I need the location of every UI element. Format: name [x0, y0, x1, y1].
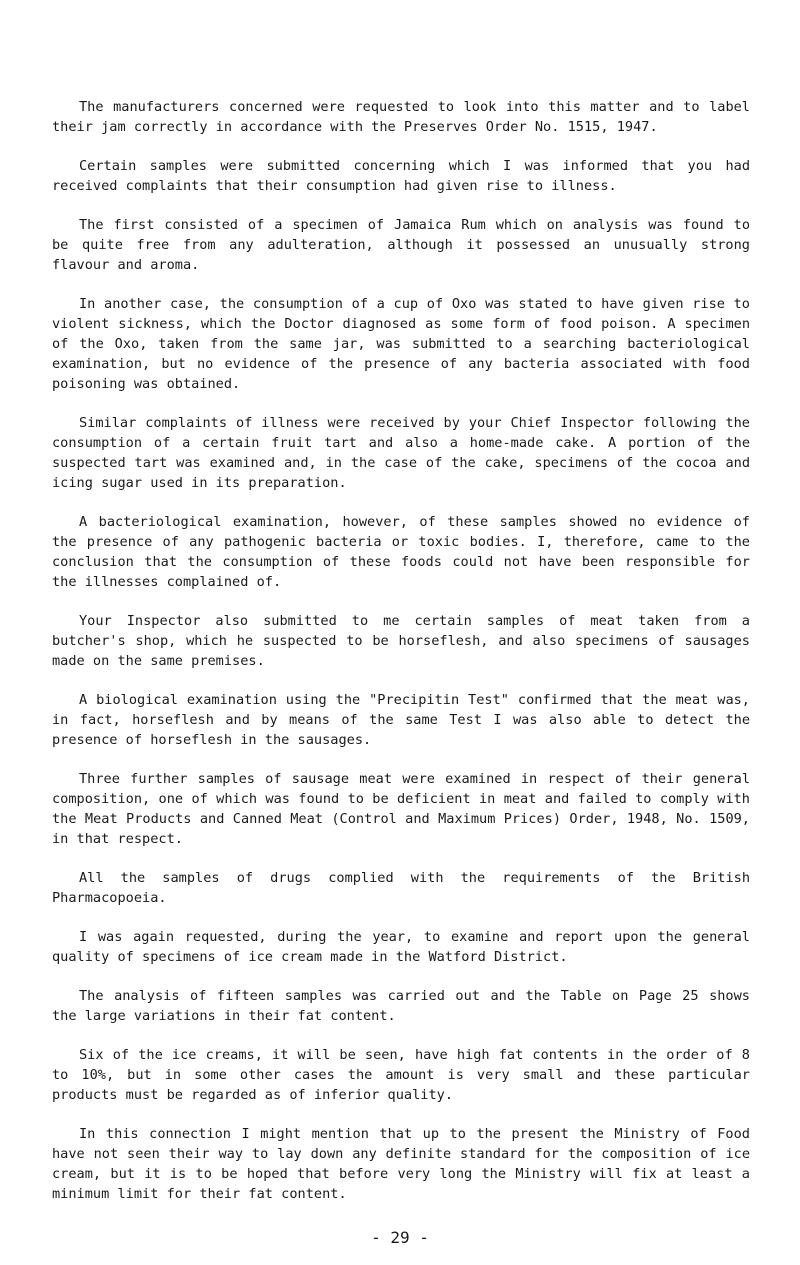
paragraph: Certain samples were submitted concerning which I was informed that you had received complaints that their consumption had given rise to illness.: [52, 158, 750, 194]
page-number: - 29 -: [371, 1228, 429, 1247]
document-body: [52, 97, 750, 1223]
paragraph: Similar complaints of illness were received by your Chief Inspector following the consumption of a certain fruit tart and also a home-made cake. A portion of the suspected tart was examined and, in the case of the cake, specimens of the cocoa and icing sugar used in its preparation.: [52, 415, 750, 491]
paragraph: The analysis of fifteen samples was carried out and the Table on Page 25 shows the large variations in their fat content.: [52, 988, 750, 1024]
paragraph: Six of the ice creams, it will be seen, have high fat contents in the order of 8 to 10%, but in some other cases the amount is very small and these particular products must be regarded as of inferior quality.: [52, 1047, 750, 1103]
paragraph: All the samples of drugs complied with the requirements of the British Pharmacopoeia.: [52, 870, 750, 906]
paragraph: A biological examination using the "Precipitin Test" confirmed that the meat was, in fact, horseflesh and by means of the same Test I was also able to detect the presence of horseflesh in the sausages.: [52, 692, 750, 748]
paragraph: Three further samples of sausage meat were examined in respect of their general composition, one of which was found to be deficient in meat and failed to comply with the Meat Products and Canned Meat (Control and Maximum Prices) Order, 1948, No. 1509, in that respect.: [52, 771, 750, 847]
paragraph: I was again requested, during the year, to examine and report upon the general quality of specimens of ice cream made in the Watford District.: [52, 929, 750, 965]
paragraph: The first consisted of a specimen of Jamaica Rum which on analysis was found to be quite free from any adulteration, although it possessed an unusually strong flavour and aroma.: [52, 217, 750, 273]
paragraph: A bacteriological examination, however, of these samples showed no evidence of the presence of any pathogenic bacteria or toxic bodies. I, therefore, came to the conclusion that the consumption of these foods could not have been responsible for the illnesses complained of.: [52, 514, 750, 590]
paragraph: In this connection I might mention that up to the present the Ministry of Food have not seen their way to lay down any definite standard for the composition of ice cream, but it is to be hoped that before very long the Ministry will fix at least a minimum limit for their fat content.: [52, 1126, 750, 1202]
paragraph: In another case, the consumption of a cup of Oxo was stated to have given rise to violent sickness, which the Doctor diagnosed as some form of food poison. A specimen of the Oxo, taken from the same jar, was submitted to a searching bacteriological examination, but no evidence of the presence of any bacteria associated with food poisoning was obtained.: [52, 296, 750, 392]
paragraph: Your Inspector also submitted to me certain samples of meat taken from a butcher's shop, which he suspected to be horseflesh, and also specimens of sausages made on the same premises.: [52, 613, 750, 669]
paragraph: The manufacturers concerned were requested to look into this matter and to label their jam correctly in accordance with the Preserves Order No. 1515, 1947.: [52, 99, 750, 135]
